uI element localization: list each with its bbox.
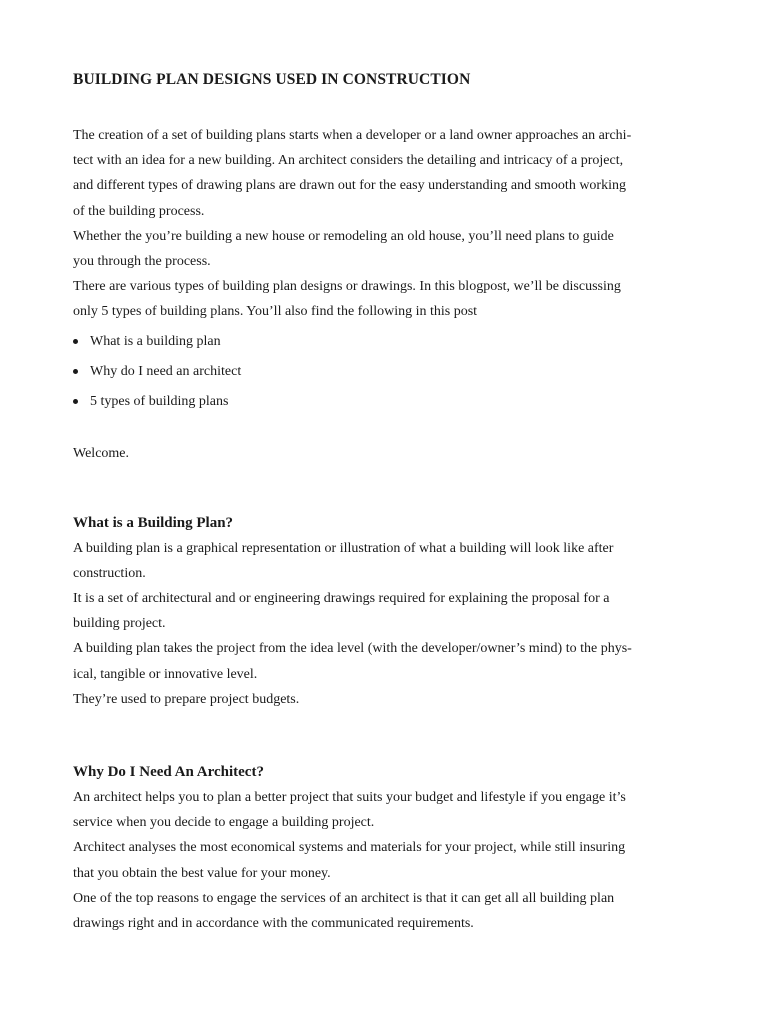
section-line: A building plan takes the project from the idea level (with the developer/owner’s mind) to the phys- (73, 641, 632, 657)
section-line: that you obtain the best value for your money. (73, 865, 331, 881)
section-body-building-plan (73, 536, 693, 712)
document-content (73, 70, 693, 936)
bullet-item (73, 387, 693, 417)
intro-line: you through the process. (73, 254, 211, 270)
bullet-dot-icon (73, 399, 78, 404)
intro-line: There are various types of building plan designs or drawings. In this blogpost, we’ll be discussing (73, 279, 621, 295)
section-line: drawings right and in accordance with the communicated requirements. (73, 916, 474, 932)
intro-line: The creation of a set of building plans starts when a developer or a land owner approaches an archi- (73, 128, 632, 143)
intro-paragraph (73, 123, 693, 325)
intro-line: and different types of drawing plans are drawn out for the easy understanding and smooth working (73, 178, 626, 194)
section-line: construction. (73, 565, 146, 581)
section-line: A building plan is a graphical representation or illustration of what a building will look like after (73, 540, 614, 556)
section-body-architect (73, 785, 693, 936)
intro-line: Whether the you’re building a new house or remodeling an old house, you’ll need plans to guide (73, 228, 614, 244)
section-line: building project. (73, 616, 166, 632)
bullet-text: 5 types of building plans (90, 393, 229, 409)
document-title: BUILDING PLAN DESIGNS USED IN CONSTRUCTION (73, 71, 471, 88)
intro-line: of the building process. (73, 203, 205, 219)
section-line: It is a set of architectural and or engineering drawings required for explaining the proposal for a (73, 591, 610, 607)
intro-line: tect with an idea for a new building. An architect considers the detailing and intricacy of a project, (73, 153, 624, 169)
bullet-item (73, 357, 693, 387)
section-line: An architect helps you to plan a better project that suits your budget and lifestyle if you engage it’s (73, 790, 626, 806)
welcome-text: Welcome. (73, 445, 130, 461)
bullet-item (73, 327, 693, 357)
bullet-text: Why do I need an architect (90, 363, 242, 379)
bullet-dot-icon (73, 339, 78, 344)
section-heading-architect: Why Do I Need An Architect? (73, 764, 264, 781)
section-line: Architect analyses the most economical systems and materials for your project, while still insuring (73, 840, 626, 856)
bullet-dot-icon (73, 369, 78, 374)
bullet-text: What is a building plan (90, 333, 221, 349)
section-line: They’re used to prepare project budgets. (73, 691, 300, 707)
section-heading-building-plan: What is a Building Plan? (73, 514, 234, 531)
topics-bullet-list (73, 327, 693, 417)
section-line: service when you decide to engage a building project. (73, 815, 375, 831)
intro-line: only 5 types of building plans. You’ll also find the following in this post (73, 304, 478, 320)
section-line: One of the top reasons to engage the services of an architect is that it can get all all building plan (73, 890, 615, 906)
section-line: ical, tangible or innovative level. (73, 666, 258, 682)
